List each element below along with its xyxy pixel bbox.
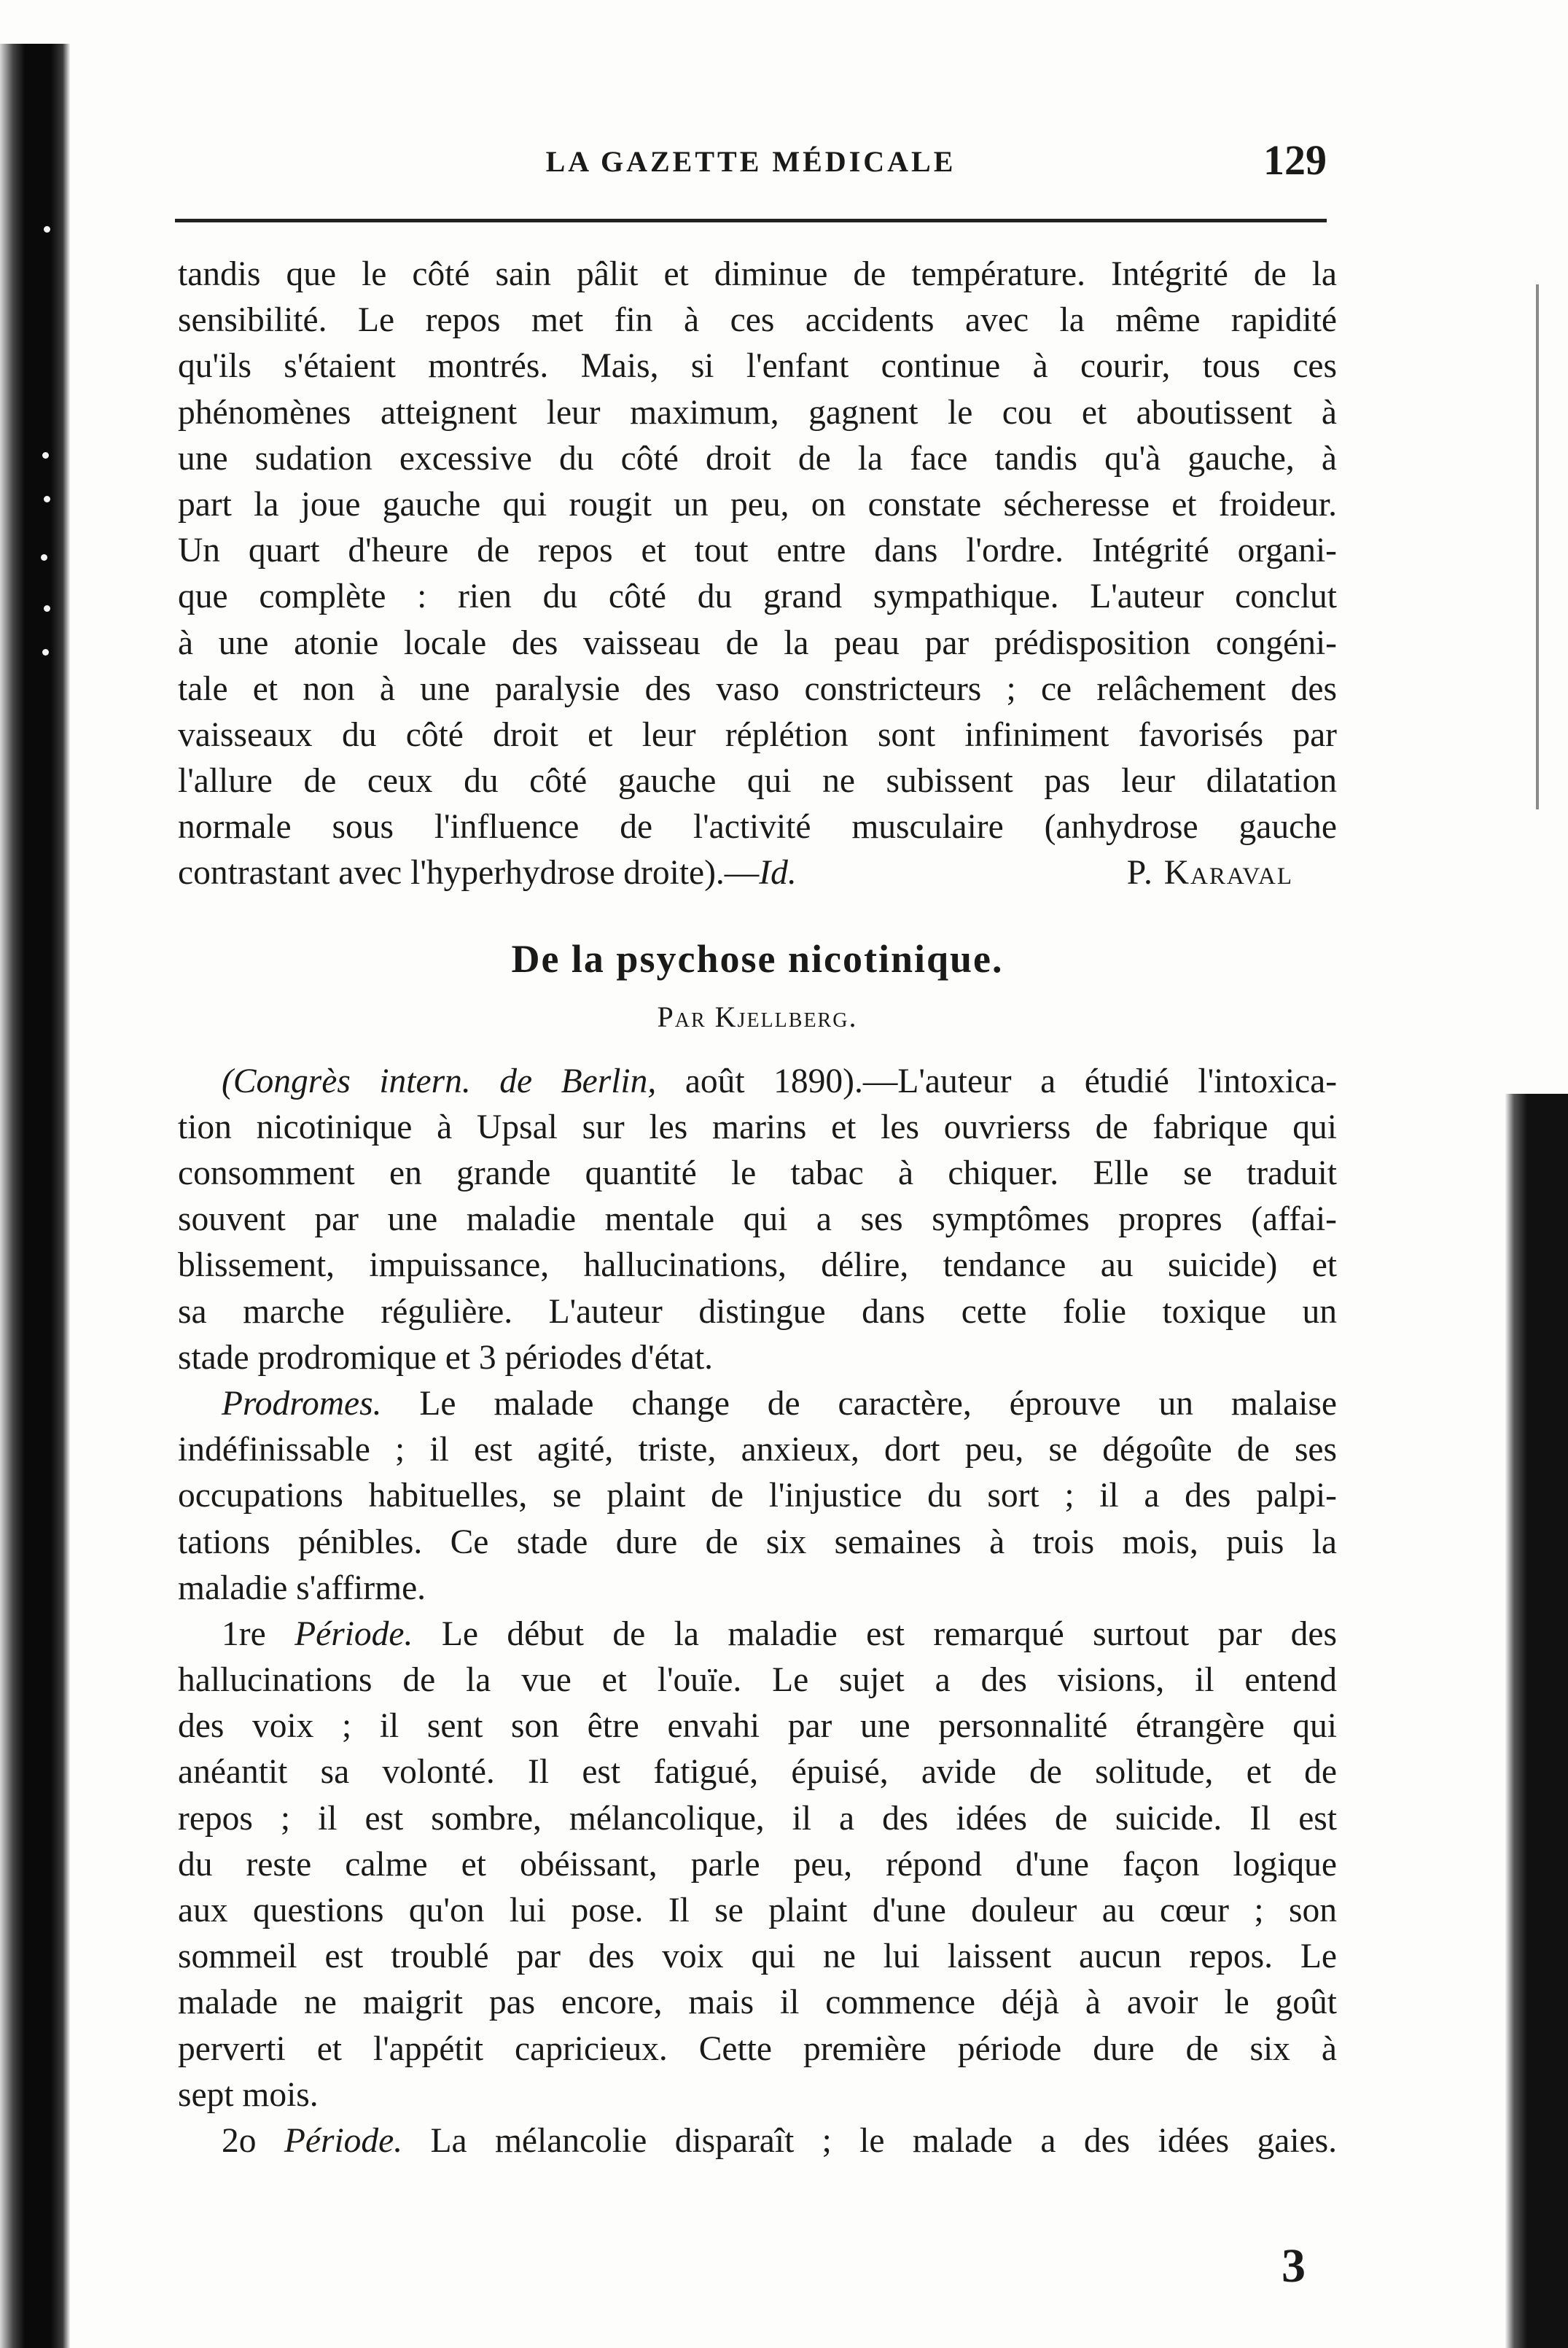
- running-title: LA GAZETTE MÉDICALE: [545, 145, 956, 178]
- text-line: une sudation excessive du côté droit de la face tandis qu'à gauche, à: [178, 439, 1337, 478]
- text-line: sa marche régulière. L'auteur distingue dans cette folie toxique un: [178, 1292, 1337, 1331]
- text-line: 1re Période. Le début de la maladie est remarqué surtout par des: [222, 1614, 1337, 1653]
- text-line: repos ; il est sombre, mélancolique, il a des idées de suicide. Il est: [178, 1799, 1337, 1838]
- text-line: blissement, impuissance, hallucinations, délire, tendance au suicide) et: [178, 1246, 1337, 1285]
- text-line: indéfinissable ; il est agité, triste, anxieux, dort peu, se dégoûte de ses: [178, 1431, 1337, 1469]
- text-line: anéantit sa volonté. Il est fatigué, épuisé, avide de solitude, et de: [178, 1753, 1337, 1792]
- text-line: tations pénibles. Ce stade dure de six semaines à trois mois, puis la: [178, 1523, 1337, 1561]
- text-line: phénomènes atteignent leur maximum, gagnent le cou et aboutissent à: [178, 393, 1337, 432]
- signature-mark: 3: [1282, 2239, 1306, 2293]
- closing-line: [178, 850, 1337, 896]
- source-citation: (Congrès intern. de Berlin,: [222, 1062, 657, 1100]
- text-line: normale sous l'influence de l'activité musculaire (anhydrose gauche: [178, 808, 1337, 847]
- period-number: 1re: [222, 1614, 266, 1653]
- text-line: occupations habituelles, se plaint de l'injustice du sort ; il a des palpi-: [178, 1477, 1337, 1515]
- closing-source: Id.: [759, 854, 797, 893]
- text-line: sensibilité. Le repos met fin à ces accidents avec la même rapidité: [178, 301, 1337, 340]
- text-line: Prodromes. Le malade change de caractère, éprouve un malaise: [222, 1384, 1337, 1423]
- author-signature: P. Karaval: [1126, 854, 1293, 893]
- binding-edge: [0, 44, 70, 2348]
- text-line: malade ne maigrit pas encore, mais il commence déjà à avoir le goût: [178, 1983, 1337, 2022]
- text-line: des voix ; il sent son être envahi par une personnalité étrangère qui: [178, 1707, 1337, 1746]
- text-line: sommeil est troublé par des voix qui ne lui laissent aucun repos. Le: [178, 1937, 1337, 1976]
- period-number: 2o: [222, 2121, 257, 2160]
- text-line: maladie s'affirme.: [178, 1568, 426, 1607]
- text-line: à une atonie locale des vaisseau de la peau par prédisposition congéni-: [178, 623, 1337, 662]
- text-line: l'allure de ceux du côté gauche qui ne subissent pas leur dilatation: [178, 762, 1337, 801]
- page-number: 129: [1263, 136, 1327, 184]
- text-line: perverti et l'appétit capricieux. Cette première période dure de six à: [178, 2029, 1337, 2068]
- body-text: [178, 252, 1337, 2164]
- text-line: que complète : rien du côté du grand sympathique. L'auteur conclut: [178, 578, 1337, 616]
- header-rule: [175, 219, 1327, 222]
- section-label: Période.: [256, 2121, 403, 2160]
- section-label: Période.: [265, 1614, 413, 1653]
- running-head: [175, 136, 1327, 194]
- text-line: consomment en grande quantité le tabac à chiquer. Elle se traduit: [178, 1154, 1337, 1192]
- article-byline: Par Kjellberg.: [657, 1000, 858, 1033]
- text-line: tandis que le côté sain pâlit et diminue de température. Intégrité de la: [178, 255, 1337, 293]
- text-line: (Congrès intern. de Berlin, août 1890).—L'auteur a étudié l'intoxica-: [222, 1062, 1337, 1100]
- text-line: souvent par une maladie mentale qui a ses symptômes propres (affai-: [178, 1200, 1337, 1239]
- text-line: aux questions qu'on lui pose. Il se plaint d'une douleur au cœur ; son: [178, 1892, 1337, 1929]
- article-title: De la psychose nicotinique.: [511, 936, 1004, 981]
- closing-text: contrastant avec l'hyperhydrose droite).—: [178, 854, 760, 893]
- text-line: sept mois.: [178, 2075, 319, 2114]
- text-line: 2o Période. La mélancolie disparaît ; le malade a des idées gaies.: [222, 2121, 1337, 2160]
- section-label: Prodromes.: [222, 1384, 382, 1423]
- text-line: tale et non à une paralysie des vaso constricteurs ; ce relâchement des: [178, 669, 1337, 708]
- text-line: Un quart d'heure de repos et tout entre dans l'ordre. Intégrité organi-: [178, 532, 1337, 570]
- text-line: part la joue gauche qui rougit un peu, on constate sécheresse et froideur.: [178, 485, 1337, 524]
- text-line: vaisseaux du côté droit et leur réplétion sont infiniment favorisés par: [178, 715, 1337, 754]
- right-edge-shadow: [1505, 1094, 1568, 2348]
- text-line: qu'ils s'étaient montrés. Mais, si l'enfant continue à courir, tous ces: [178, 347, 1337, 386]
- right-margin-line: [1536, 284, 1539, 809]
- text-line: du reste calme et obéissant, parle peu, répond d'une façon logique: [178, 1845, 1337, 1884]
- text-line: stade prodromique et 3 périodes d'état.: [178, 1338, 714, 1377]
- text-line: hallucinations de la vue et l'ouïe. Le sujet a des visions, il entend: [178, 1661, 1337, 1700]
- text-line: tion nicotinique à Upsal sur les marins et les ouvrierss de fabrique qui: [178, 1108, 1337, 1146]
